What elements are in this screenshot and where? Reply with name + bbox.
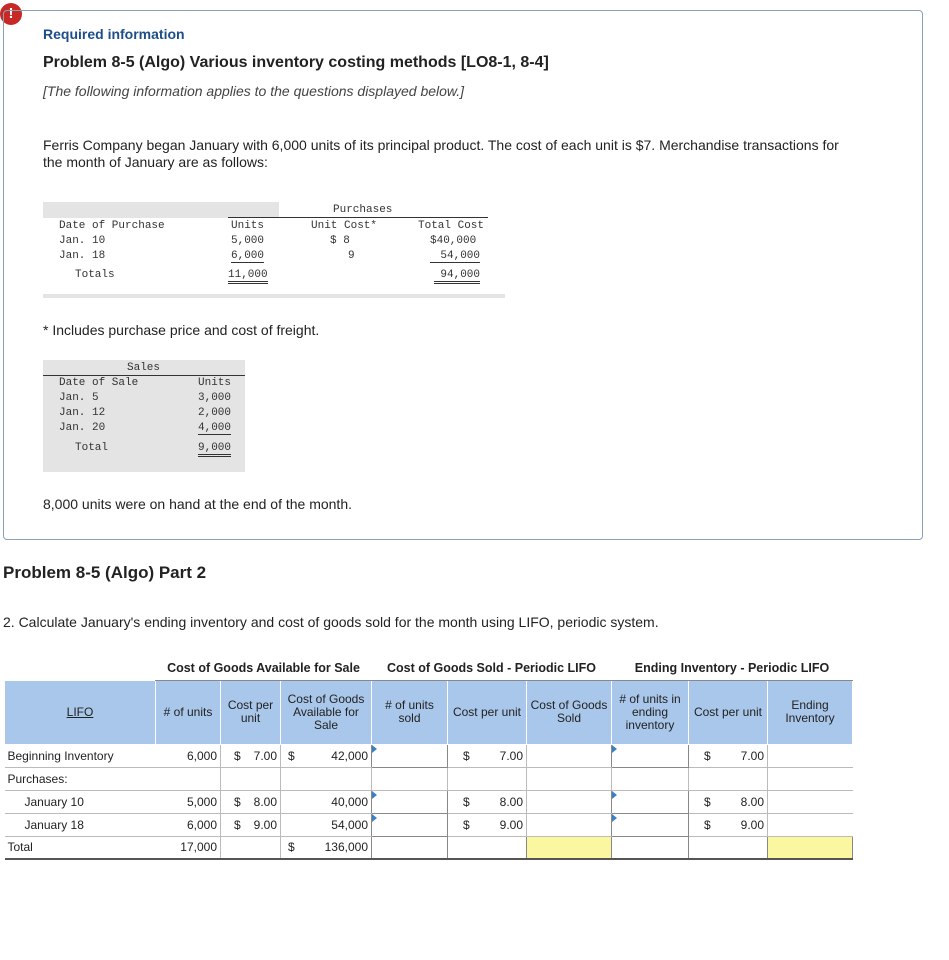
cost-per-unit-cell: $ 7.00 — [221, 744, 281, 767]
purchase-total-cost: 54,000 — [430, 250, 480, 263]
purchases-header-total-cost: Total Cost — [418, 220, 485, 232]
sales-table — [43, 360, 245, 472]
applies-note: [The following information applies to the questions displayed below.] — [43, 83, 465, 99]
row-label-jan18: January 18 — [5, 813, 156, 836]
purchases-group-header: Purchases — [333, 204, 393, 216]
problem-title: Problem 8-5 (Algo) Various inventory costing methods [LO8-1, 8-4] — [43, 54, 549, 71]
sale-date: Jan. 5 — [59, 392, 99, 404]
total-units-ending-input[interactable] — [612, 836, 689, 859]
table-row — [5, 790, 853, 813]
units-cell: 6,000 — [156, 744, 221, 767]
total-cogs-input[interactable] — [527, 836, 612, 859]
cogs-cell — [527, 744, 612, 767]
units-header: # of units — [156, 680, 221, 744]
sold-cost-per-unit-cell: $ 7.00 — [448, 744, 527, 767]
total-units-sold-input[interactable] — [372, 836, 448, 859]
row-label-jan10: January 10 — [5, 790, 156, 813]
purchase-unit-cost: 9 — [348, 250, 355, 262]
purchase-date: Jan. 10 — [59, 235, 106, 247]
purchases-totals-cost: 94,000 — [434, 269, 480, 284]
ending-cost-per-unit-cell: $ 7.00 — [689, 744, 768, 767]
ending-inventory-header: Ending Inventory — [768, 680, 853, 744]
required-information-label: Required information — [43, 26, 185, 42]
units-ending-input[interactable] — [612, 744, 689, 767]
units-ending-header: # of units in ending inventory — [612, 680, 689, 744]
sold-cost-per-unit-header: Cost per unit — [448, 680, 527, 744]
purchases-header-unit-cost: Unit Cost* — [311, 220, 378, 232]
table-row — [5, 767, 853, 790]
cost-per-unit-cell: $ 8.00 — [221, 790, 281, 813]
cost-per-unit-cell: $ 9.00 — [221, 813, 281, 836]
row-label-purchases: Purchases: — [5, 767, 156, 790]
purchases-header-units: Units — [231, 220, 265, 232]
ending-cost-per-unit-cell: $ 9.00 — [689, 813, 768, 836]
purchase-unit-cost: $ 8 — [330, 235, 350, 247]
ending-cost-per-unit-header: Cost per unit — [689, 680, 768, 744]
sale-date: Jan. 12 — [59, 407, 106, 419]
units-ending-input[interactable] — [612, 790, 689, 813]
sales-header-date: Date of Sale — [59, 377, 139, 389]
purchases-totals-units: 11,000 — [228, 269, 268, 284]
units-ending-input[interactable] — [612, 813, 689, 836]
alert-icon: ! — [0, 3, 22, 25]
row-label-total: Total — [5, 836, 156, 859]
cogs-cell — [527, 790, 612, 813]
sold-cost-per-unit-cell: $ 8.00 — [448, 790, 527, 813]
table-row — [5, 744, 853, 767]
cogs-group-header: Cost of Goods Sold - Periodic LIFO — [372, 657, 612, 680]
ending-inventory-group-header: Ending Inventory - Periodic LIFO — [612, 657, 853, 680]
sale-units: 4,000 — [198, 422, 232, 434]
sale-units: 2,000 — [198, 407, 232, 419]
units-sold-input[interactable] — [372, 790, 448, 813]
cost-available-cell: 40,000 — [281, 790, 372, 813]
cogs-cell — [527, 813, 612, 836]
cost-available-cell: 54,000 — [281, 813, 372, 836]
total-units-cell: 17,000 — [156, 836, 221, 859]
cogs-header: Cost of Goods Sold — [527, 680, 612, 744]
part-title: Problem 8-5 (Algo) Part 2 — [3, 563, 207, 582]
sales-group-header: Sales — [127, 362, 161, 374]
units-sold-input[interactable] — [372, 744, 448, 767]
ending-inventory-cell — [768, 790, 853, 813]
purchase-units: 5,000 — [231, 235, 265, 247]
row-label-beginning: Beginning Inventory — [5, 744, 156, 767]
table-row — [5, 813, 853, 836]
cost-available-header: Cost of Goods Available for Sale — [281, 680, 372, 744]
total-ending-inventory-input[interactable] — [768, 836, 853, 859]
purchases-table — [43, 202, 505, 298]
ending-inventory-cell — [768, 744, 853, 767]
sale-units: 3,000 — [198, 392, 232, 404]
sales-total-units: 9,000 — [198, 442, 231, 457]
purchases-totals-label: Totals — [75, 269, 115, 281]
units-sold-header: # of units sold — [372, 680, 448, 744]
sold-cost-per-unit-cell: $ 9.00 — [448, 813, 527, 836]
purchase-date: Jan. 18 — [59, 250, 106, 262]
cost-per-unit-header: Cost per unit — [221, 680, 281, 744]
purchase-total-cost: $40,000 — [430, 235, 477, 247]
sales-header-units: Units — [198, 377, 232, 389]
problem-intro: Ferris Company began January with 6,000 units of its principal product. The cost of each unit is $7. Merchandise transactions for the month of January are as follows: — [43, 137, 839, 170]
units-cell: 5,000 — [156, 790, 221, 813]
purchases-header-date: Date of Purchase — [59, 220, 165, 232]
units-on-hand-note: 8,000 units were on hand at the end of the month. — [43, 496, 352, 512]
ending-inventory-cell — [768, 813, 853, 836]
cost-available-cell: $ 42,000 — [281, 744, 372, 767]
question-text: 2. Calculate January's ending inventory and cost of goods sold for the month using LIFO, periodic system. — [3, 614, 659, 630]
purchase-units: 6,000 — [231, 250, 265, 262]
lifo-worksheet-table — [4, 657, 853, 860]
units-sold-input[interactable] — [372, 813, 448, 836]
units-cell: 6,000 — [156, 813, 221, 836]
lifo-method-header: LIFO — [5, 680, 156, 744]
freight-footnote: * Includes purchase price and cost of freight. — [43, 322, 320, 338]
sales-total-label: Total — [75, 442, 109, 454]
total-cost-available-cell: $ 136,000 — [281, 836, 372, 859]
ending-cost-per-unit-cell: $ 8.00 — [689, 790, 768, 813]
sale-date: Jan. 20 — [59, 422, 106, 434]
cost-available-group-header: Cost of Goods Available for Sale — [156, 657, 372, 680]
table-row — [5, 836, 853, 859]
